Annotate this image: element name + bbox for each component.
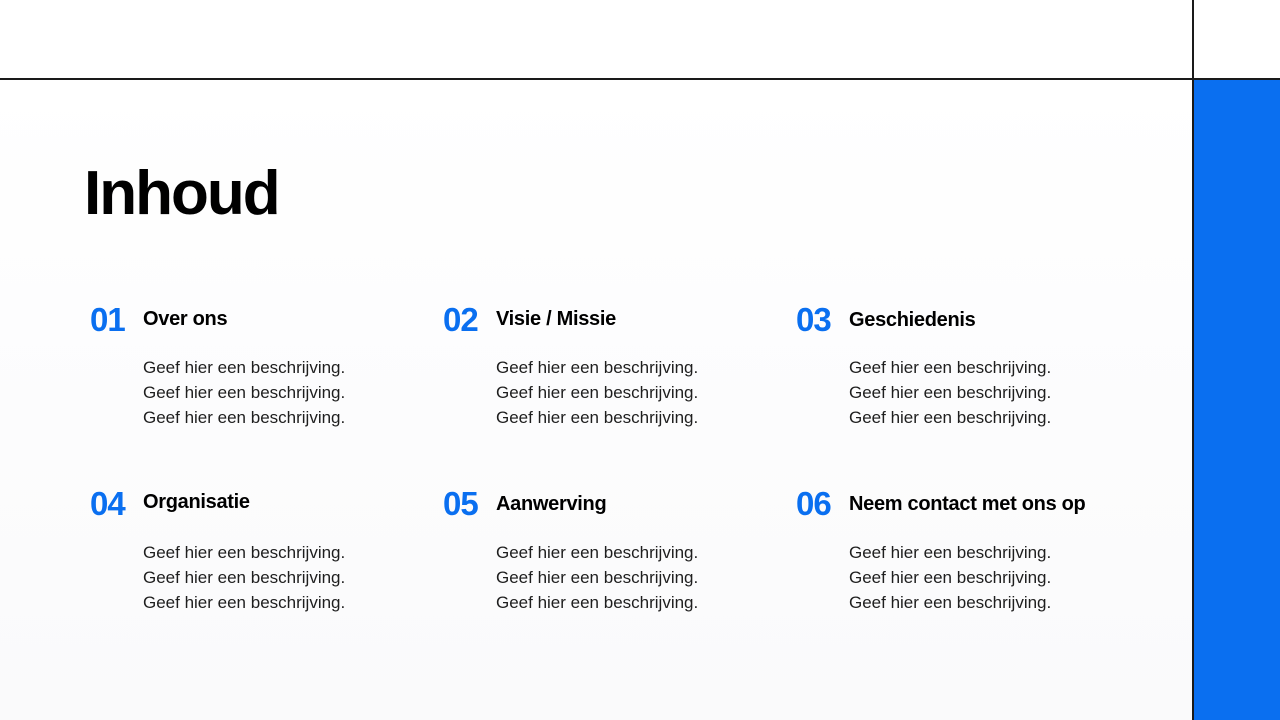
- toc-description: [496, 540, 698, 615]
- description-line: Geef hier een beschrijving.: [849, 543, 1052, 562]
- description-line: Geef hier een beschrijving.: [143, 358, 346, 377]
- page-title: Inhoud: [84, 159, 279, 228]
- description-line: Geef hier een beschrijving.: [496, 383, 699, 402]
- description-line: Geef hier een beschrijving.: [496, 593, 699, 612]
- toc-description: [496, 355, 698, 430]
- toc-heading: Geschiedenis: [849, 309, 976, 331]
- description-line: Geef hier een beschrijving.: [496, 568, 699, 587]
- toc-number: 02: [443, 301, 478, 338]
- toc-heading: Organisatie: [143, 491, 250, 513]
- toc-item-1: [90, 300, 430, 450]
- description-line: Geef hier een beschrijving.: [496, 408, 699, 427]
- toc-number: 01: [90, 301, 125, 338]
- toc-description: [143, 355, 345, 430]
- toc-description: [849, 355, 1051, 430]
- toc-number: 06: [796, 485, 831, 522]
- accent-bar: [1194, 80, 1280, 720]
- toc-item-6: [796, 484, 1176, 634]
- description-line: Geef hier een beschrijving.: [849, 383, 1052, 402]
- description-line: Geef hier een beschrijving.: [143, 383, 346, 402]
- description-line: Geef hier een beschrijving.: [849, 358, 1052, 377]
- description-line: Geef hier een beschrijving.: [849, 568, 1052, 587]
- toc-item-4: [90, 484, 430, 634]
- toc-heading: Aanwerving: [496, 493, 607, 515]
- description-line: Geef hier een beschrijving.: [143, 543, 346, 562]
- toc-item-5: [443, 484, 783, 634]
- toc-item-2: [443, 300, 783, 450]
- toc-description: [143, 540, 345, 615]
- toc-heading: Visie / Missie: [496, 308, 616, 330]
- description-line: Geef hier een beschrijving.: [143, 408, 346, 427]
- description-line: Geef hier een beschrijving.: [143, 593, 346, 612]
- toc-number: 05: [443, 485, 478, 522]
- description-line: Geef hier een beschrijving.: [496, 543, 699, 562]
- toc-item-3: [796, 300, 1136, 450]
- description-line: Geef hier een beschrijving.: [849, 593, 1052, 612]
- description-line: Geef hier een beschrijving.: [496, 358, 699, 377]
- toc-heading: Neem contact met ons op: [849, 493, 1086, 515]
- toc-description: [849, 540, 1051, 615]
- toc-number: 03: [796, 301, 831, 338]
- toc-heading: Over ons: [143, 308, 228, 330]
- toc-number: 04: [90, 485, 125, 522]
- header-divider: [0, 78, 1280, 80]
- description-line: Geef hier een beschrijving.: [849, 408, 1052, 427]
- description-line: Geef hier een beschrijving.: [143, 568, 346, 587]
